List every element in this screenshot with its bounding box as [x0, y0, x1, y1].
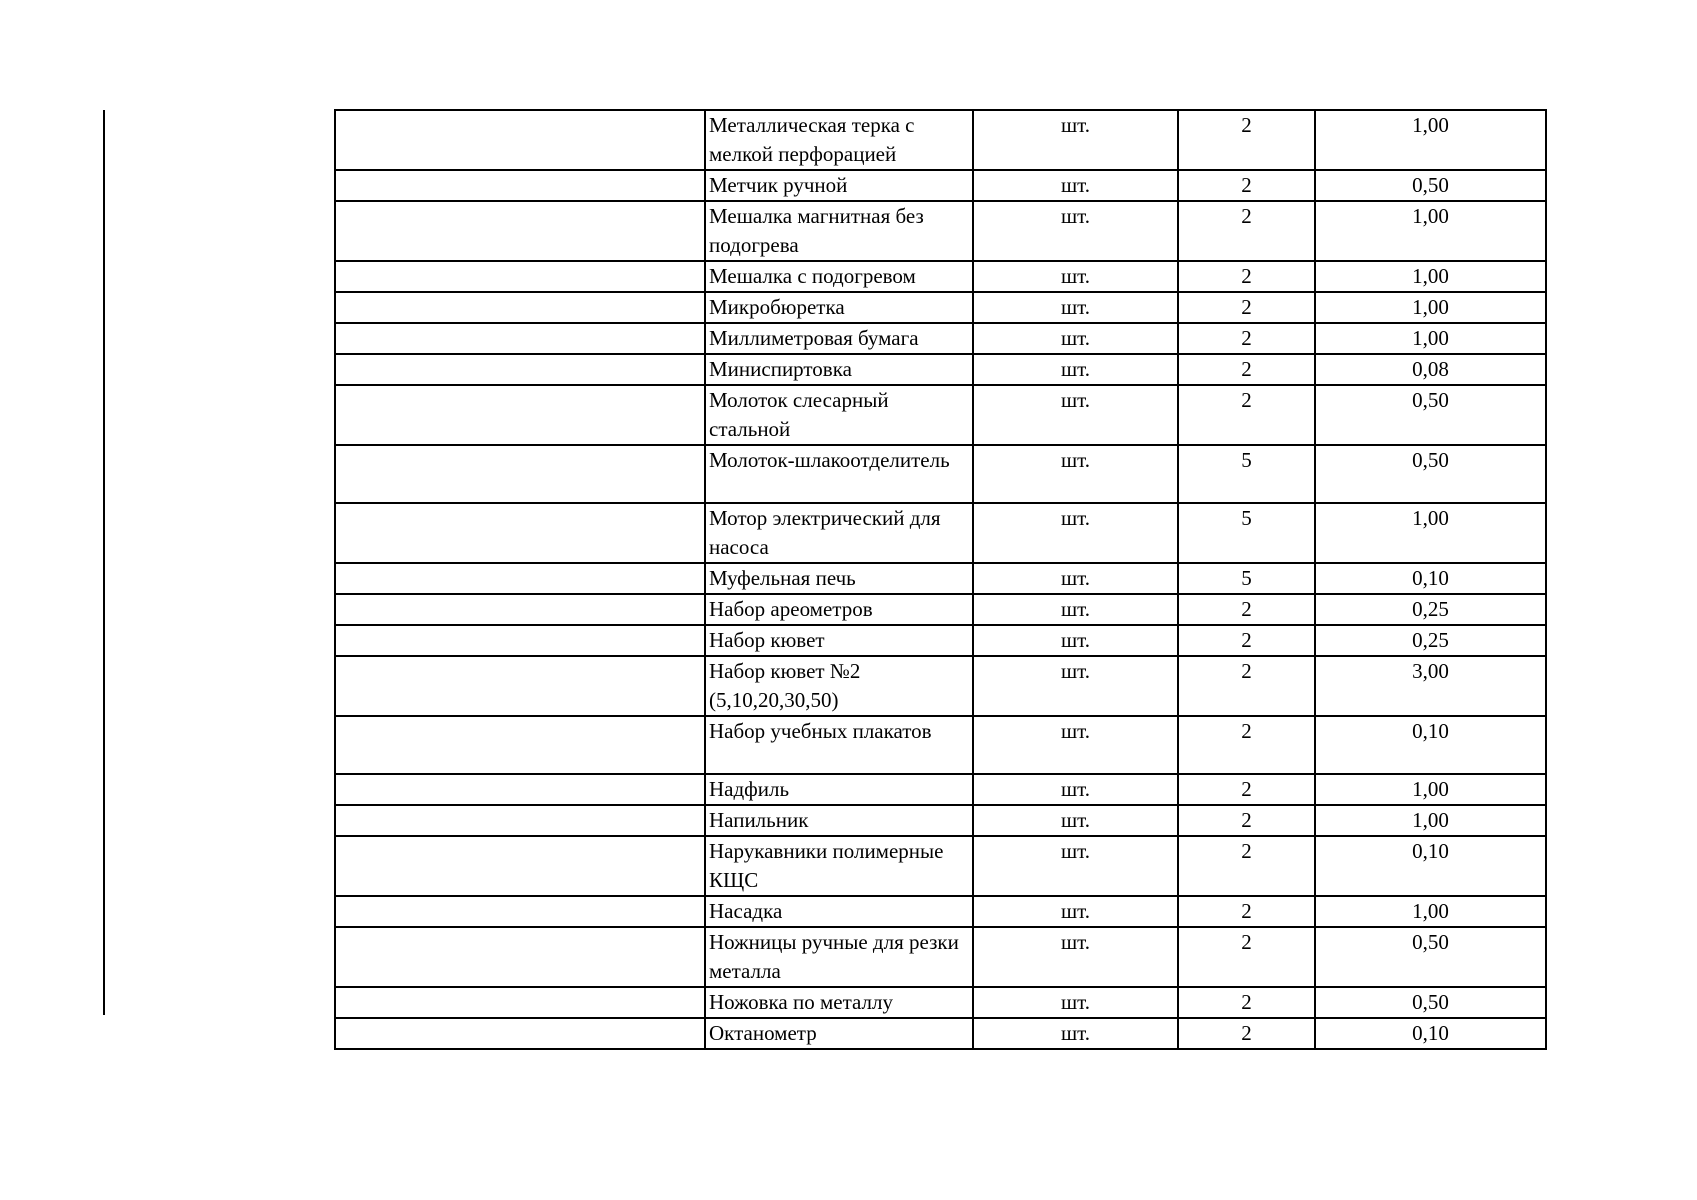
unit-cell: шт. [973, 987, 1178, 1018]
item-name-cell: Ножницы ручные для резки металла [705, 927, 973, 987]
quantity-cell: 2 [1178, 170, 1315, 201]
quantity-cell: 2 [1178, 987, 1315, 1018]
unit-cell: шт. [973, 774, 1178, 805]
value-cell: 1,00 [1315, 292, 1546, 323]
unit-cell: шт. [973, 503, 1178, 563]
value-cell: 1,00 [1315, 896, 1546, 927]
empty-cell [335, 354, 705, 385]
value-cell: 0,25 [1315, 594, 1546, 625]
item-name-cell: Набор кювет [705, 625, 973, 656]
value-cell: 0,10 [1315, 1018, 1546, 1049]
quantity-cell: 2 [1178, 261, 1315, 292]
item-name-cell: Мешалка с подогревом [705, 261, 973, 292]
empty-cell [335, 625, 705, 656]
item-name-cell: Микробюретка [705, 292, 973, 323]
quantity-cell: 2 [1178, 656, 1315, 716]
empty-cell [335, 261, 705, 292]
item-name-cell: Набор учебных плакатов [705, 716, 973, 774]
item-name-cell: Ножовка по металлу [705, 987, 973, 1018]
unit-cell: шт. [973, 896, 1178, 927]
item-name-cell: Насадка [705, 896, 973, 927]
table-row [335, 716, 1546, 774]
value-cell: 1,00 [1315, 261, 1546, 292]
table-row [335, 110, 1546, 170]
item-name-cell: Мотор электрический для насоса [705, 503, 973, 563]
unit-cell: шт. [973, 385, 1178, 445]
quantity-cell: 2 [1178, 836, 1315, 896]
value-cell: 1,00 [1315, 805, 1546, 836]
table-row [335, 323, 1546, 354]
value-cell: 0,10 [1315, 836, 1546, 896]
quantity-cell: 2 [1178, 805, 1315, 836]
empty-cell [335, 656, 705, 716]
item-name-cell: Мешалка магнитная без подогрева [705, 201, 973, 261]
empty-cell [335, 1018, 705, 1049]
item-name-cell: Напильник [705, 805, 973, 836]
value-cell: 0,50 [1315, 170, 1546, 201]
table-row [335, 563, 1546, 594]
unit-cell: шт. [973, 836, 1178, 896]
unit-cell: шт. [973, 261, 1178, 292]
table-row [335, 385, 1546, 445]
quantity-cell: 2 [1178, 323, 1315, 354]
quantity-cell: 2 [1178, 292, 1315, 323]
item-name-cell: Молоток слесарный стальной [705, 385, 973, 445]
unit-cell: шт. [973, 594, 1178, 625]
table-row [335, 354, 1546, 385]
empty-cell [335, 563, 705, 594]
value-cell: 0,08 [1315, 354, 1546, 385]
table-row [335, 836, 1546, 896]
quantity-cell: 2 [1178, 385, 1315, 445]
table-row [335, 445, 1546, 503]
empty-cell [335, 774, 705, 805]
unit-cell: шт. [973, 927, 1178, 987]
unit-cell: шт. [973, 323, 1178, 354]
unit-cell: шт. [973, 656, 1178, 716]
unit-cell: шт. [973, 170, 1178, 201]
empty-cell [335, 805, 705, 836]
item-name-cell: Набор ареометров [705, 594, 973, 625]
item-name-cell: Нарукавники полимерные КЩС [705, 836, 973, 896]
empty-cell [335, 896, 705, 927]
quantity-cell: 2 [1178, 594, 1315, 625]
quantity-cell: 5 [1178, 445, 1315, 503]
empty-cell [335, 594, 705, 625]
value-cell: 0,10 [1315, 563, 1546, 594]
empty-cell [335, 110, 705, 170]
quantity-cell: 2 [1178, 354, 1315, 385]
empty-cell [335, 170, 705, 201]
unit-cell: шт. [973, 292, 1178, 323]
empty-cell [335, 716, 705, 774]
value-cell: 0,10 [1315, 716, 1546, 774]
quantity-cell: 2 [1178, 716, 1315, 774]
quantity-cell: 5 [1178, 503, 1315, 563]
item-name-cell: Молоток-шлакоотделитель [705, 445, 973, 503]
empty-cell [335, 927, 705, 987]
value-cell: 0,50 [1315, 385, 1546, 445]
quantity-cell: 2 [1178, 201, 1315, 261]
item-name-cell: Октанометр [705, 1018, 973, 1049]
table-row [335, 292, 1546, 323]
equipment-table-body [335, 110, 1546, 1049]
unit-cell: шт. [973, 201, 1178, 261]
unit-cell: шт. [973, 1018, 1178, 1049]
item-name-cell: Миниспиртовка [705, 354, 973, 385]
value-cell: 1,00 [1315, 201, 1546, 261]
value-cell: 0,50 [1315, 927, 1546, 987]
table-row [335, 1018, 1546, 1049]
quantity-cell: 2 [1178, 774, 1315, 805]
table-row [335, 987, 1546, 1018]
table-row [335, 261, 1546, 292]
empty-cell [335, 836, 705, 896]
unit-cell: шт. [973, 625, 1178, 656]
value-cell: 1,00 [1315, 110, 1546, 170]
quantity-cell: 2 [1178, 110, 1315, 170]
empty-cell [335, 323, 705, 354]
unit-cell: шт. [973, 354, 1178, 385]
table-row [335, 896, 1546, 927]
unit-cell: шт. [973, 805, 1178, 836]
table-row [335, 927, 1546, 987]
item-name-cell: Муфельная печь [705, 563, 973, 594]
unit-cell: шт. [973, 445, 1178, 503]
value-cell: 1,00 [1315, 503, 1546, 563]
item-name-cell: Метчик ручной [705, 170, 973, 201]
value-cell: 1,00 [1315, 774, 1546, 805]
value-cell: 0,50 [1315, 987, 1546, 1018]
table-row [335, 625, 1546, 656]
table-row [335, 503, 1546, 563]
unit-cell: шт. [973, 716, 1178, 774]
unit-cell: шт. [973, 563, 1178, 594]
value-cell: 0,50 [1315, 445, 1546, 503]
quantity-cell: 2 [1178, 927, 1315, 987]
empty-cell [335, 987, 705, 1018]
value-cell: 1,00 [1315, 323, 1546, 354]
empty-cell [335, 445, 705, 503]
empty-cell [335, 503, 705, 563]
value-cell: 3,00 [1315, 656, 1546, 716]
item-name-cell: Металлическая терка с мелкой перфорацией [705, 110, 973, 170]
item-name-cell: Набор кювет №2 (5,10,20,30,50) [705, 656, 973, 716]
quantity-cell: 2 [1178, 1018, 1315, 1049]
table-row [335, 170, 1546, 201]
item-name-cell: Миллиметровая бумага [705, 323, 973, 354]
equipment-table [334, 109, 1547, 1050]
value-cell: 0,25 [1315, 625, 1546, 656]
table-row [335, 656, 1546, 716]
empty-cell [335, 201, 705, 261]
item-name-cell: Надфиль [705, 774, 973, 805]
page-margin-line [103, 110, 105, 1015]
table-row [335, 201, 1546, 261]
table-row [335, 774, 1546, 805]
table-row [335, 594, 1546, 625]
empty-cell [335, 292, 705, 323]
empty-cell [335, 385, 705, 445]
quantity-cell: 2 [1178, 896, 1315, 927]
table-row [335, 805, 1546, 836]
unit-cell: шт. [973, 110, 1178, 170]
quantity-cell: 2 [1178, 625, 1315, 656]
quantity-cell: 5 [1178, 563, 1315, 594]
